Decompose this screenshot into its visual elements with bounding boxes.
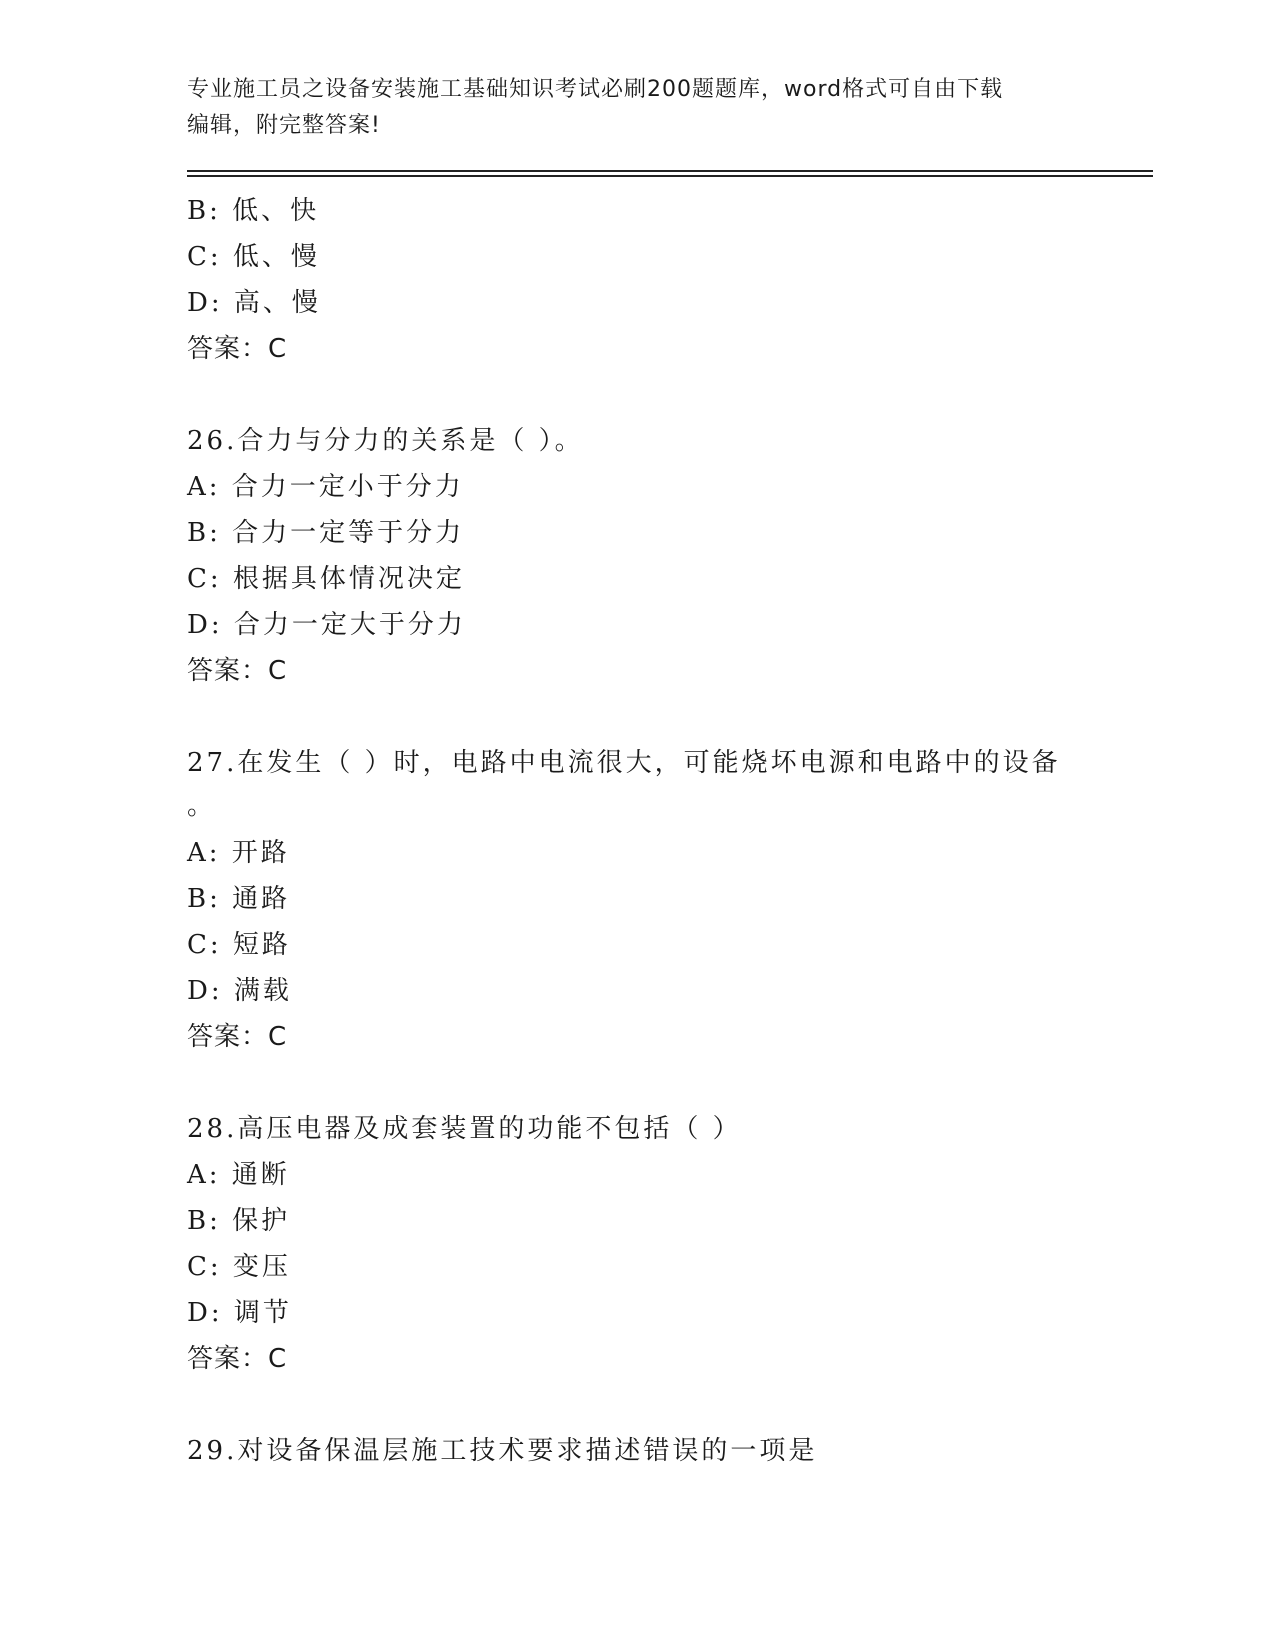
option-b: B: 低、快 xyxy=(187,196,320,226)
question-28 xyxy=(187,1106,1087,1382)
answer: 答案：C xyxy=(187,1344,288,1374)
option-a: A: 合力一定小于分力 xyxy=(187,472,464,502)
option-a: A: 通断 xyxy=(187,1160,290,1190)
question-stem: 28.高压电器及成套装置的功能不包括（ ） xyxy=(187,1114,742,1144)
document-header xyxy=(187,72,1087,144)
option-a: A: 开路 xyxy=(187,838,290,868)
option-d: D: 调节 xyxy=(187,1298,292,1328)
option-c: C: 变压 xyxy=(187,1252,291,1282)
question-stem: 29.对设备保温层施工技术要求描述错误的一项是 xyxy=(187,1436,818,1466)
header-rule-bottom xyxy=(187,175,1153,177)
option-c: C: 短路 xyxy=(187,930,291,960)
question-list xyxy=(187,188,1087,1474)
question-27 xyxy=(187,740,1087,1060)
question-stem: 26.合力与分力的关系是（ ）。 xyxy=(187,426,584,456)
option-c: C: 低、慢 xyxy=(187,242,320,272)
option-d: D: 合力一定大于分力 xyxy=(187,610,466,640)
option-d: D: 满载 xyxy=(187,976,292,1006)
question-25-tail xyxy=(187,188,1087,372)
option-d: D: 高、慢 xyxy=(187,288,321,318)
header-line-2: 编辑，附完整答案! xyxy=(187,113,381,138)
option-c: C: 根据具体情况决定 xyxy=(187,564,465,594)
option-b: B: 通路 xyxy=(187,884,291,914)
question-26 xyxy=(187,418,1087,694)
question-stem-continuation: 。 xyxy=(187,791,217,821)
option-b: B: 保护 xyxy=(187,1206,291,1236)
answer: 答案：C xyxy=(187,656,288,686)
header-line-1: 专业施工员之设备安装施工基础知识考试必刷200题题库，word格式可自由下载 xyxy=(187,77,1004,102)
answer: 答案：C xyxy=(187,334,288,364)
option-b: B: 合力一定等于分力 xyxy=(187,518,465,548)
answer: 答案：C xyxy=(187,1022,288,1052)
question-29 xyxy=(187,1428,1087,1474)
question-stem: 27.在发生（ ）时，电路中电流很大，可能烧坏电源和电路中的设备 xyxy=(187,748,1061,778)
header-rule-top xyxy=(187,170,1153,172)
